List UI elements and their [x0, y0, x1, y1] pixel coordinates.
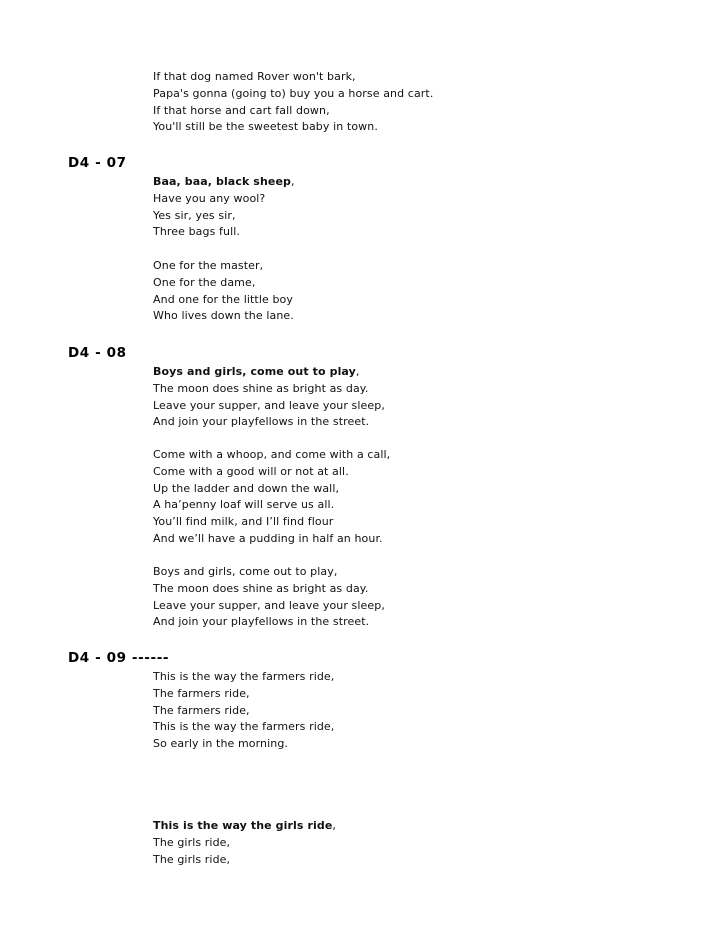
stanza — [153, 174, 295, 241]
verse-line: Boys and girls, come out to play, — [153, 565, 338, 578]
verse-line: This is the way the girls ride, — [153, 819, 336, 832]
verse-line: Come with a good will or not at all. — [153, 464, 349, 478]
verse-line: And join your playfellows in the street. — [153, 415, 370, 429]
verse-line: Papa's gonna (going to) buy you a horse and cart. — [153, 86, 434, 100]
verse-line: Come with a whoop, and come with a call, — [153, 448, 391, 461]
verse-line: Three bags full. — [153, 225, 240, 239]
verse-line: Up the ladder and down the wall, — [153, 481, 340, 495]
section-heading: D4 - 09 ------ — [68, 650, 170, 666]
verse-line: Yes sir, yes sir, — [153, 208, 236, 222]
verse-line: Baa, baa, black sheep, — [153, 175, 295, 188]
verse-line: The moon does shine as bright as day. — [153, 381, 369, 395]
verse-line: Have you any wool? — [153, 191, 266, 205]
stanza — [153, 669, 334, 753]
section-heading: D4 - 07 — [68, 155, 127, 171]
verse-line: The girls ride, — [153, 835, 231, 849]
verse-line: You’ll find milk, and I’ll find flour — [153, 515, 334, 529]
stanza — [153, 364, 385, 431]
verse-line: If that dog named Rover won't bark, — [153, 70, 356, 83]
verse-line: If that horse and cart fall down, — [153, 103, 330, 117]
verse-line: One for the dame, — [153, 275, 256, 289]
stanza — [153, 69, 433, 136]
verse-line: The farmers ride, — [153, 703, 250, 717]
verse-line: The farmers ride, — [153, 686, 250, 700]
verse-line: One for the master, — [153, 259, 264, 272]
stanza — [153, 818, 336, 868]
verse-line: And we’ll have a pudding in half an hour. — [153, 531, 383, 545]
verse-line: A ha’penny loaf will serve us all. — [153, 498, 335, 512]
verse-line: And join your playfellows in the street. — [153, 615, 370, 629]
verse-line: Boys and girls, come out to play, — [153, 365, 360, 378]
verse-line: The moon does shine as bright as day. — [153, 581, 369, 595]
verse-line: Leave your supper, and leave your sleep, — [153, 398, 385, 412]
verse-line: This is the way the farmers ride, — [153, 670, 335, 683]
stanza — [153, 258, 294, 325]
verse-line: The girls ride, — [153, 852, 231, 866]
verse-line: This is the way the farmers ride, — [153, 720, 335, 734]
verse-line: And one for the little boy — [153, 292, 293, 306]
verse-line: Who lives down the lane. — [153, 309, 294, 323]
stanza — [153, 447, 390, 548]
verse-line: So early in the morning. — [153, 737, 289, 751]
stanza — [153, 564, 385, 631]
verse-line: You'll still be the sweetest baby in town. — [153, 120, 378, 134]
section-heading: D4 - 08 — [68, 345, 127, 361]
verse-line: Leave your supper, and leave your sleep, — [153, 598, 385, 612]
